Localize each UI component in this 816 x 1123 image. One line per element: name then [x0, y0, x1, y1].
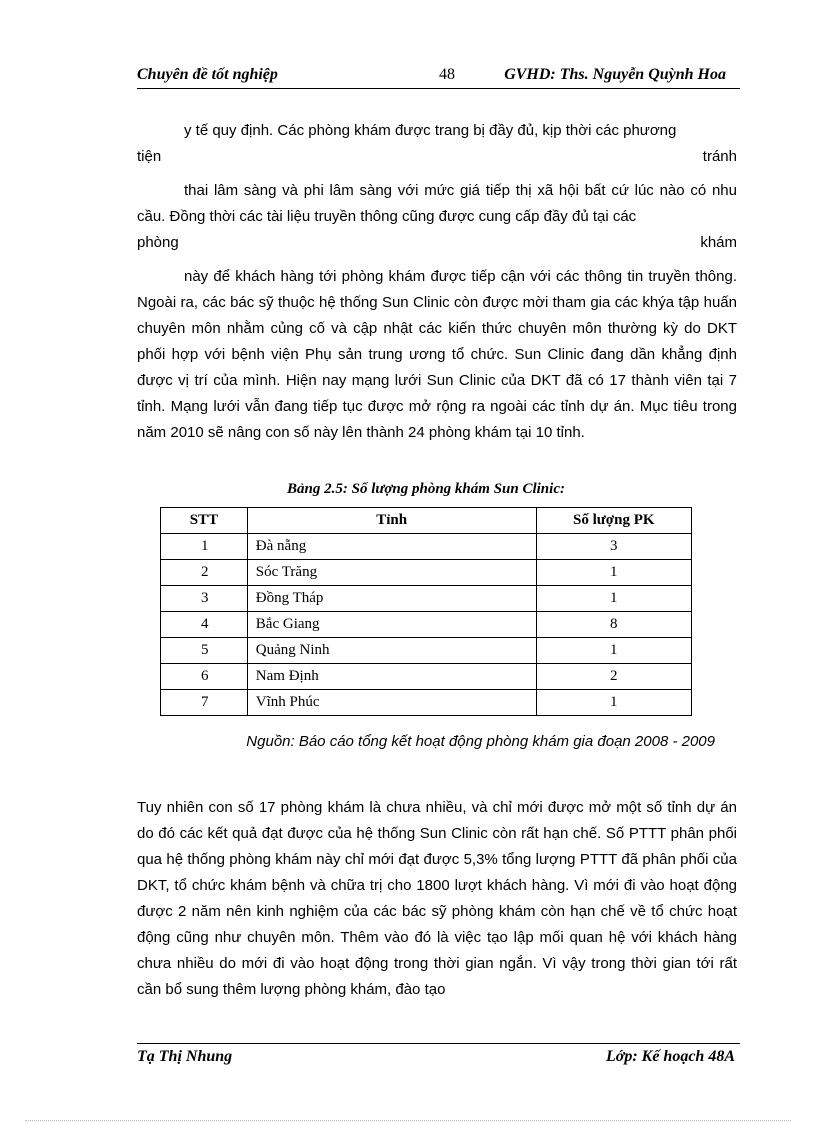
header-advisor: GVHD: Ths. Nguyễn Quỳnh Hoa: [504, 66, 726, 83]
page-header: [137, 64, 740, 89]
footer-class: Lớp: Kế hoạch 48A: [605, 1048, 735, 1065]
cell-stt: 5: [161, 638, 248, 664]
table-row: [161, 638, 692, 664]
paragraph-3: [137, 264, 737, 446]
header-province: Tỉnh: [247, 508, 536, 534]
cell-province: Sóc Trăng: [247, 560, 536, 586]
paragraph-2-last-left: phòng: [137, 234, 179, 251]
cell-stt: 2: [161, 560, 248, 586]
cell-stt: 3: [161, 586, 248, 612]
table-row: [161, 586, 692, 612]
cell-count: 1: [536, 586, 691, 612]
page-footer: [137, 1043, 740, 1070]
header-title: Chuyên đề tốt nghiệp: [137, 66, 278, 83]
paragraph-3-text: này để khách hàng tới phòng khám được tiếp cận với các thông tin truyền thông. Ngoài ra, các bác sỹ thuộc hệ thống Sun Clinic còn được mời tham gia các khýa tập huấn chuyên môn nhằm củng cố và cập nhật các kiến thức chuyên môn thường kỳ do DKT phối hợp với bệnh viện Phụ sản trung ương tổ chức. Sun Clinic đang dần khẳng định được vị trí của mình. Hiện nay mạng lưới Sun Clinic của DKT đã có 17 thành viên tại 7 tỉnh. Mạng lưới vẫn đang tiếp tục được mở rộng ra ngoài các tỉnh dự án. Mục tiêu trong năm 2010 sẽ nâng con số này lên thành 24 phòng khám tại 10 tỉnh.: [137, 268, 737, 441]
cell-province: Đà nẵng: [247, 534, 536, 560]
cell-count: 3: [536, 534, 691, 560]
cell-count: 1: [536, 560, 691, 586]
paragraph-2-last-right: khám: [700, 234, 737, 251]
paragraph-2-last-line: [137, 230, 737, 256]
paragraph-4-text: Tuy nhiên con số 17 phòng khám là chưa nhiều, và chỉ mới được mở một số tỉnh dự án do đó các kết quả đạt được của hệ thống Sun Clinic còn rất hạn chế. Số PTTT phân phối qua hệ thống phòng khám này chỉ mới đạt được 5,3% tổng lượng PTTT đã phân phối của DKT, tổ chức khám bệnh và chữa trị cho 1800 lượt khách hàng. Vì mới đi vào hoạt động được 2 năm nên kinh nghiệm của các bác sỹ phòng khám còn hạn chế về tổ chức hoạt động cũng như chuyên môn. Thêm vào đó là việc tạo lập mối quan hệ với khách hàng chưa nhiều do mới đi vào hoạt động trong thời gian ngắn. Vì vậy trong thời gian tới rất cần bổ sung thêm lượng phòng khám, đào tạo: [137, 799, 737, 998]
page-break-line: [25, 1120, 791, 1121]
cell-province: Bắc Giang: [247, 612, 536, 638]
cell-province: Quảng Ninh: [247, 638, 536, 664]
paragraph-1-line-1: y tế quy định. Các phòng khám được trang bị đầy đủ, kịp thời các phương: [184, 122, 677, 139]
cell-count: 8: [536, 612, 691, 638]
cell-province: Nam Định: [247, 664, 536, 690]
cell-count: 1: [536, 638, 691, 664]
header-stt: STT: [161, 508, 248, 534]
table-caption: Bảng 2.5: Số lượng phòng khám Sun Clinic:: [287, 481, 565, 497]
cell-stt: 6: [161, 664, 248, 690]
table-source: Nguồn: Báo cáo tổng kết hoạt động phòng khám gia đoạn 2008 - 2009: [246, 733, 715, 750]
paragraph-2: [137, 178, 737, 256]
paragraph-4: [137, 795, 737, 1003]
table-row: [161, 664, 692, 690]
paragraph-1: [137, 118, 737, 170]
cell-province: Vĩnh Phúc: [247, 690, 536, 716]
page-number: 48: [439, 66, 455, 83]
table-row: [161, 560, 692, 586]
paragraph-2-text: thai lâm sàng và phi lâm sàng với mức giá tiếp thị xã hội bất cứ lúc nào có nhu cầu. Đồng thời các tài liệu truyền thông cũng được cung cấp đầy đủ tại các: [137, 182, 737, 225]
cell-count: 1: [536, 690, 691, 716]
paragraph-1-line-2: [137, 144, 737, 170]
cell-stt: 1: [161, 534, 248, 560]
table-row: [161, 612, 692, 638]
table-header-row: [161, 508, 692, 534]
header-count: Số lượng PK: [536, 508, 691, 534]
footer-author: Tạ Thị Nhung: [137, 1048, 233, 1065]
paragraph-1-line-2-left: tiện: [137, 148, 162, 165]
paragraph-1-line-2-right: tránh: [702, 148, 737, 165]
cell-stt: 4: [161, 612, 248, 638]
cell-stt: 7: [161, 690, 248, 716]
cell-province: Đồng Tháp: [247, 586, 536, 612]
sun-clinic-table: [160, 507, 692, 716]
cell-count: 2: [536, 664, 691, 690]
table-row: [161, 690, 692, 716]
table-row: [161, 534, 692, 560]
